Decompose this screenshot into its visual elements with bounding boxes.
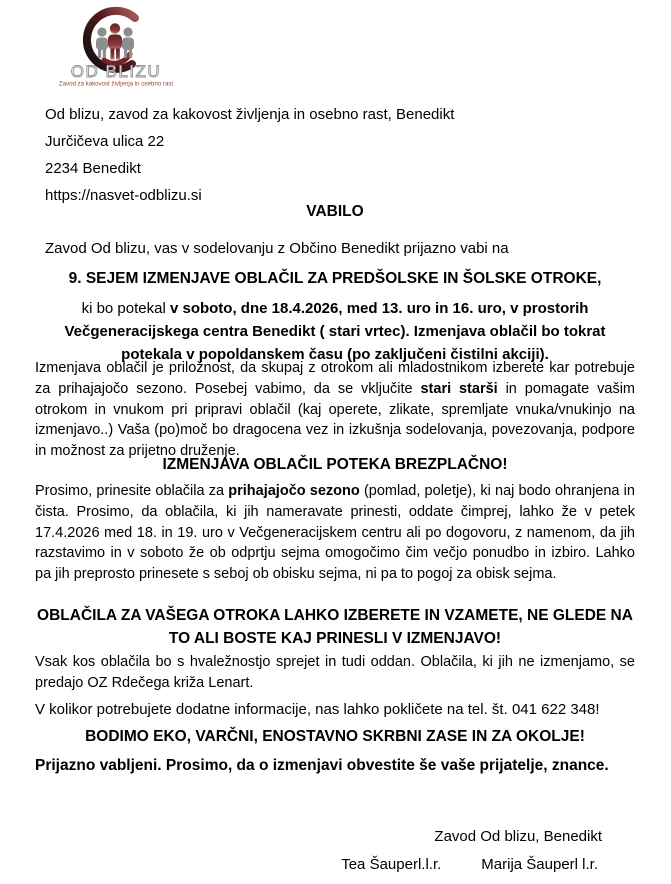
para2-text-b: (pomlad, poletje), ki naj bodo ohranjena in čista. Prosimo, da oblačila, ki jih nameravate prinesti, oddate čimprej, lahko že v petek 17.4.2026 med 18. in 19. uro v Večgeneracijskem centru ali po dogovoru, z namenom, da jih razstavimo in v soboto že ob odprtju sejma omogočimo čim večjo ponudbo in izbiro. Lahko pa jih preprosto prinesete s seboj ob obisku sejma, ni pa to pogoj za obisk sejma. xyxy=(35,483,635,583)
od-blizu-logo-icon xyxy=(56,4,176,92)
para2-bold-season: prihajajočo sezono xyxy=(228,483,360,499)
para2-text-a: Prosimo, prinesite oblačila za xyxy=(35,483,229,499)
org-address-block xyxy=(45,101,605,209)
signature-name-1: Tea Šauperl.l.r. xyxy=(341,856,442,873)
event-details xyxy=(35,297,635,366)
person-center-icon xyxy=(108,23,122,59)
org-city: 2234 Benedikt xyxy=(45,160,141,177)
heading-free-exchange: IZMENJAVA OBLAČIL POTEKA BREZPLAČNO! xyxy=(162,456,508,473)
intro-line: Zavod Od blizu, vas v sodelovanju z Občino Benedikt prijazno vabi na xyxy=(45,240,509,257)
heading-choose-clothes: OBLAČILA ZA VAŠEGA OTROKA LAHKO IZBERETE IN VZAMETE, NE GLEDE NA TO ALI BOSTE KAJ PRINESLI V IZMENJAVO! xyxy=(37,607,633,647)
document-title: VABILO xyxy=(306,203,364,220)
org-logo xyxy=(56,4,176,92)
signature-name-2: Marija Šauperl l.r. xyxy=(481,856,598,873)
closing-line: Prijazno vabljeni. Prosimo, da o izmenjavi obvestite še vaše prijatelje, znance. xyxy=(35,757,609,774)
person-left-icon xyxy=(96,27,108,58)
para1-text-a: Izmenjava oblačil je priložnost, da skupaj z otrokom ali mladostnikom izberete kar potrebuje za prihajajočo sezono. Posebej vabimo, da se vključite xyxy=(35,360,635,397)
signature-organization: Zavod Od blizu, Benedikt xyxy=(434,828,602,845)
para1-bold-grandparents: stari starši xyxy=(420,380,498,397)
logo-tagline: Zavod za kakovost življenja in osebno rast xyxy=(58,80,174,88)
event-details-prefix: ki bo potekal xyxy=(81,300,170,317)
org-website: https://nasvet-odblizu.si xyxy=(45,187,202,204)
event-details-bold: v soboto, dne 18.4.2026, med 13. uro in 16. uro, v prostorih Večgeneracijskega centra Benedikt ( stari vrtec). Izmenjava oblačil bo tokrat potekala v popoldanskem času (po zaključeni čistilni akciji). xyxy=(64,300,606,363)
paragraph-donation: Vsak kos oblačila bo s hvaležnostjo sprejet in tudi oddan. Oblačila, ki jih ne izmenjamo, se predajo OZ Rdečega križa Lenart. xyxy=(35,654,635,691)
event-title: 9. SEJEM IZMENJAVE OBLAČIL ZA PREDŠOLSKE IN ŠOLSKE OTROKE, xyxy=(68,270,602,287)
heading-eco: BODIMO EKO, VARČNI, ENOSTAVNO SKRBNI ZASE IN ZA OKOLJE! xyxy=(85,728,585,745)
signature-names xyxy=(35,856,635,873)
paragraph-contact-phone: V kolikor potrebujete dodatne informacije, nas lahko pokličete na tel. št. 041 622 348! xyxy=(35,701,600,718)
org-street: Jurčičeva ulica 22 xyxy=(45,133,165,150)
paragraph-bring-clothes xyxy=(35,481,635,585)
para1-text-b: in pomagate vašim otrokom in vnukom pri pripravi oblačil (kaj operete, zlikate, spremljate vnuka/vnukinjo na izmenjavo..) Vaša (po)moč bo dragocena vez in izkušnja sodelovanja, povezovanja, podpore in možnost za prijetno druženje. xyxy=(35,380,635,460)
logo-wordmark: OD BLIZU xyxy=(70,62,162,81)
paragraph-exchange-opportunity xyxy=(35,358,635,462)
org-name-line: Od blizu, zavod za kakovost življenja in osebno rast, Benedikt xyxy=(45,106,455,123)
